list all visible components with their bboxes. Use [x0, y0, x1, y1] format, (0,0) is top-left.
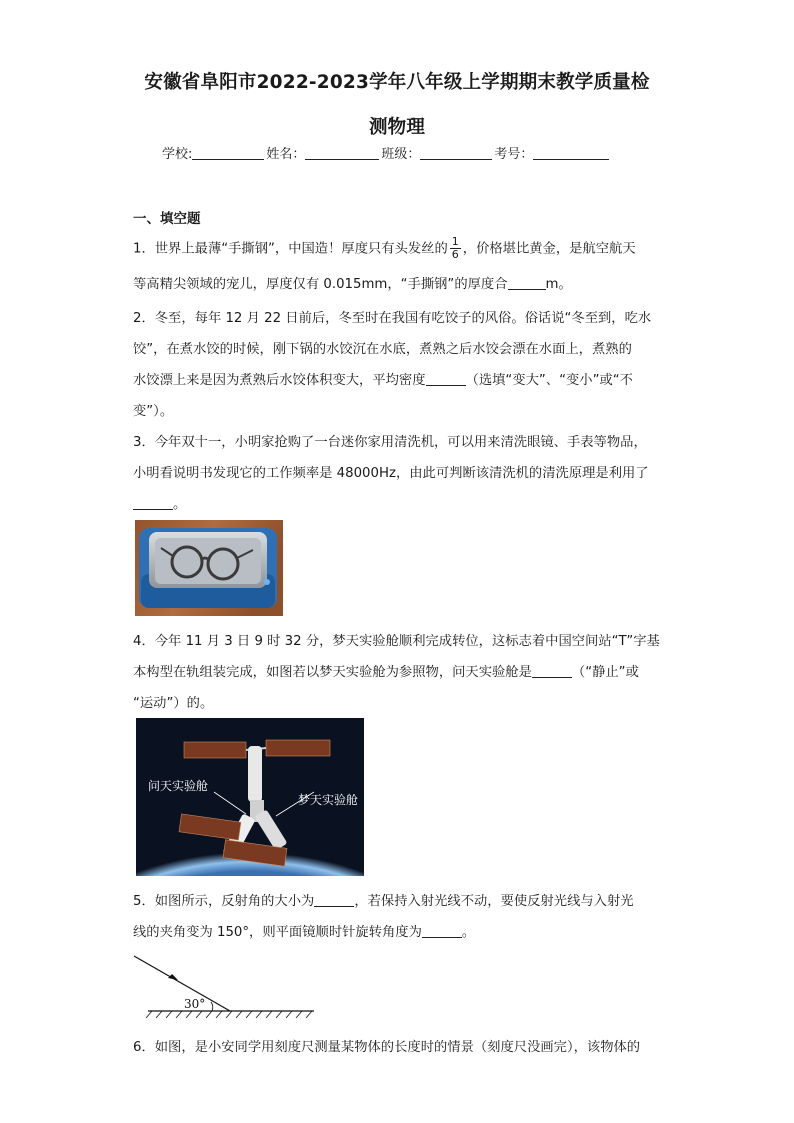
answer-blank	[314, 894, 354, 907]
q4-line-3: “运动”）的。	[133, 696, 214, 711]
section-title: 一、填空题	[133, 211, 201, 227]
number-blank	[533, 147, 609, 160]
q2-line-2: 饺”，在煮水饺的时候，刚下锅的水饺沉在水底，煮熟之后水饺会漂在水面上，煮熟的	[133, 342, 632, 357]
label-mengtian-module: 梦天实验舱	[298, 793, 359, 807]
school-label: 学校:	[162, 147, 193, 162]
answer-blank	[532, 665, 572, 678]
q4-text-a: 本构型在轨组装完成，如图若以梦天实验舱为参照物，问天实验舱是	[133, 665, 532, 680]
mirror-reflection-diagram	[132, 950, 322, 1022]
q2-line-1: 2．冬至，每年 12 月 22 日前后，冬至时在我国有吃饺子的风俗。俗话说“冬至到，吃水	[133, 311, 652, 326]
q1-line-1	[133, 236, 636, 261]
angle-label: 30°	[184, 997, 206, 1011]
class-label: 班级：	[381, 147, 421, 162]
number-label: 考号：	[494, 147, 534, 162]
class-blank	[420, 147, 492, 160]
q1-text-d: m。	[545, 277, 572, 292]
ultrasonic-cleaner-photo	[135, 520, 283, 616]
answer-blank	[508, 277, 546, 290]
space-station-photo	[136, 718, 364, 876]
q5-text-b: ，若保持入射光线不动，要使反射光线与入射光	[354, 894, 634, 909]
q2-text-a: 水饺漂上来是因为煮熟后水饺体积变大，平均密度	[133, 373, 426, 388]
exam-title-line-1: 安徽省阜阳市2022-2023学年八年级上学期期末教学质量检	[144, 72, 650, 93]
school-blank	[192, 147, 264, 160]
q4-text-b: （“静止”或	[571, 665, 639, 680]
q3-text-end: 。	[173, 497, 187, 512]
fraction	[450, 236, 461, 261]
student-info-row	[162, 143, 611, 162]
fraction-numerator: 1	[451, 235, 459, 248]
q5-text-a: 5．如图所示，反射角的大小为	[133, 894, 315, 909]
name-blank	[305, 147, 379, 160]
q3-line-2: 小明看说明书发现它的工作频率是 48000Hz，由此可判断该清洗机的清洗原理是利用了	[133, 466, 649, 481]
fraction-denominator: 6	[451, 248, 459, 261]
q2-text-b: （选填“变大”、“变小”或“不	[465, 373, 633, 388]
answer-blank	[133, 497, 173, 510]
q3-line-3	[133, 493, 186, 512]
label-wentian-module: 问天实验舱	[148, 779, 209, 793]
q1-line-2	[133, 273, 572, 292]
q5-text-d: 。	[461, 925, 476, 940]
q4-line-2	[133, 661, 639, 680]
q5-line-1	[133, 890, 634, 909]
q1-text-a: 1．世界上最薄“手撕钢”，中国造！厚度只有头发丝的	[133, 241, 448, 257]
q6-line-1: 6．如图，是小安同学用刻度尺测量某物体的长度时的情景（刻度尺没画完），该物体的	[133, 1040, 641, 1055]
answer-blank	[426, 373, 466, 386]
q3-line-1: 3．今年双十一，小明家抢购了一台迷你家用清洗机，可以用来清洗眼镜、手表等物品，	[133, 435, 647, 450]
answer-blank	[422, 925, 462, 938]
q4-line-1: 4．今年 11 月 3 日 9 时 32 分，梦天实验舱顺利完成转位，这标志着中国空间站“T”字基	[133, 634, 660, 649]
q1-text-b: ，价格堪比黄金，是航空航天	[462, 241, 636, 257]
name-label: 姓名：	[266, 147, 306, 162]
q2-line-3	[133, 369, 633, 388]
q2-line-4: 变”）。	[133, 404, 174, 419]
q1-text-c: 等高精尖领域的宠儿，厚度仅有 0.015mm，“手撕钢”的厚度合	[133, 277, 508, 292]
exam-title-line-2: 测物理	[368, 117, 426, 138]
q5-line-2	[133, 921, 475, 940]
q5-text-c: 线的夹角变为 150°，则平面镜顺时针旋转角度为	[133, 925, 422, 940]
